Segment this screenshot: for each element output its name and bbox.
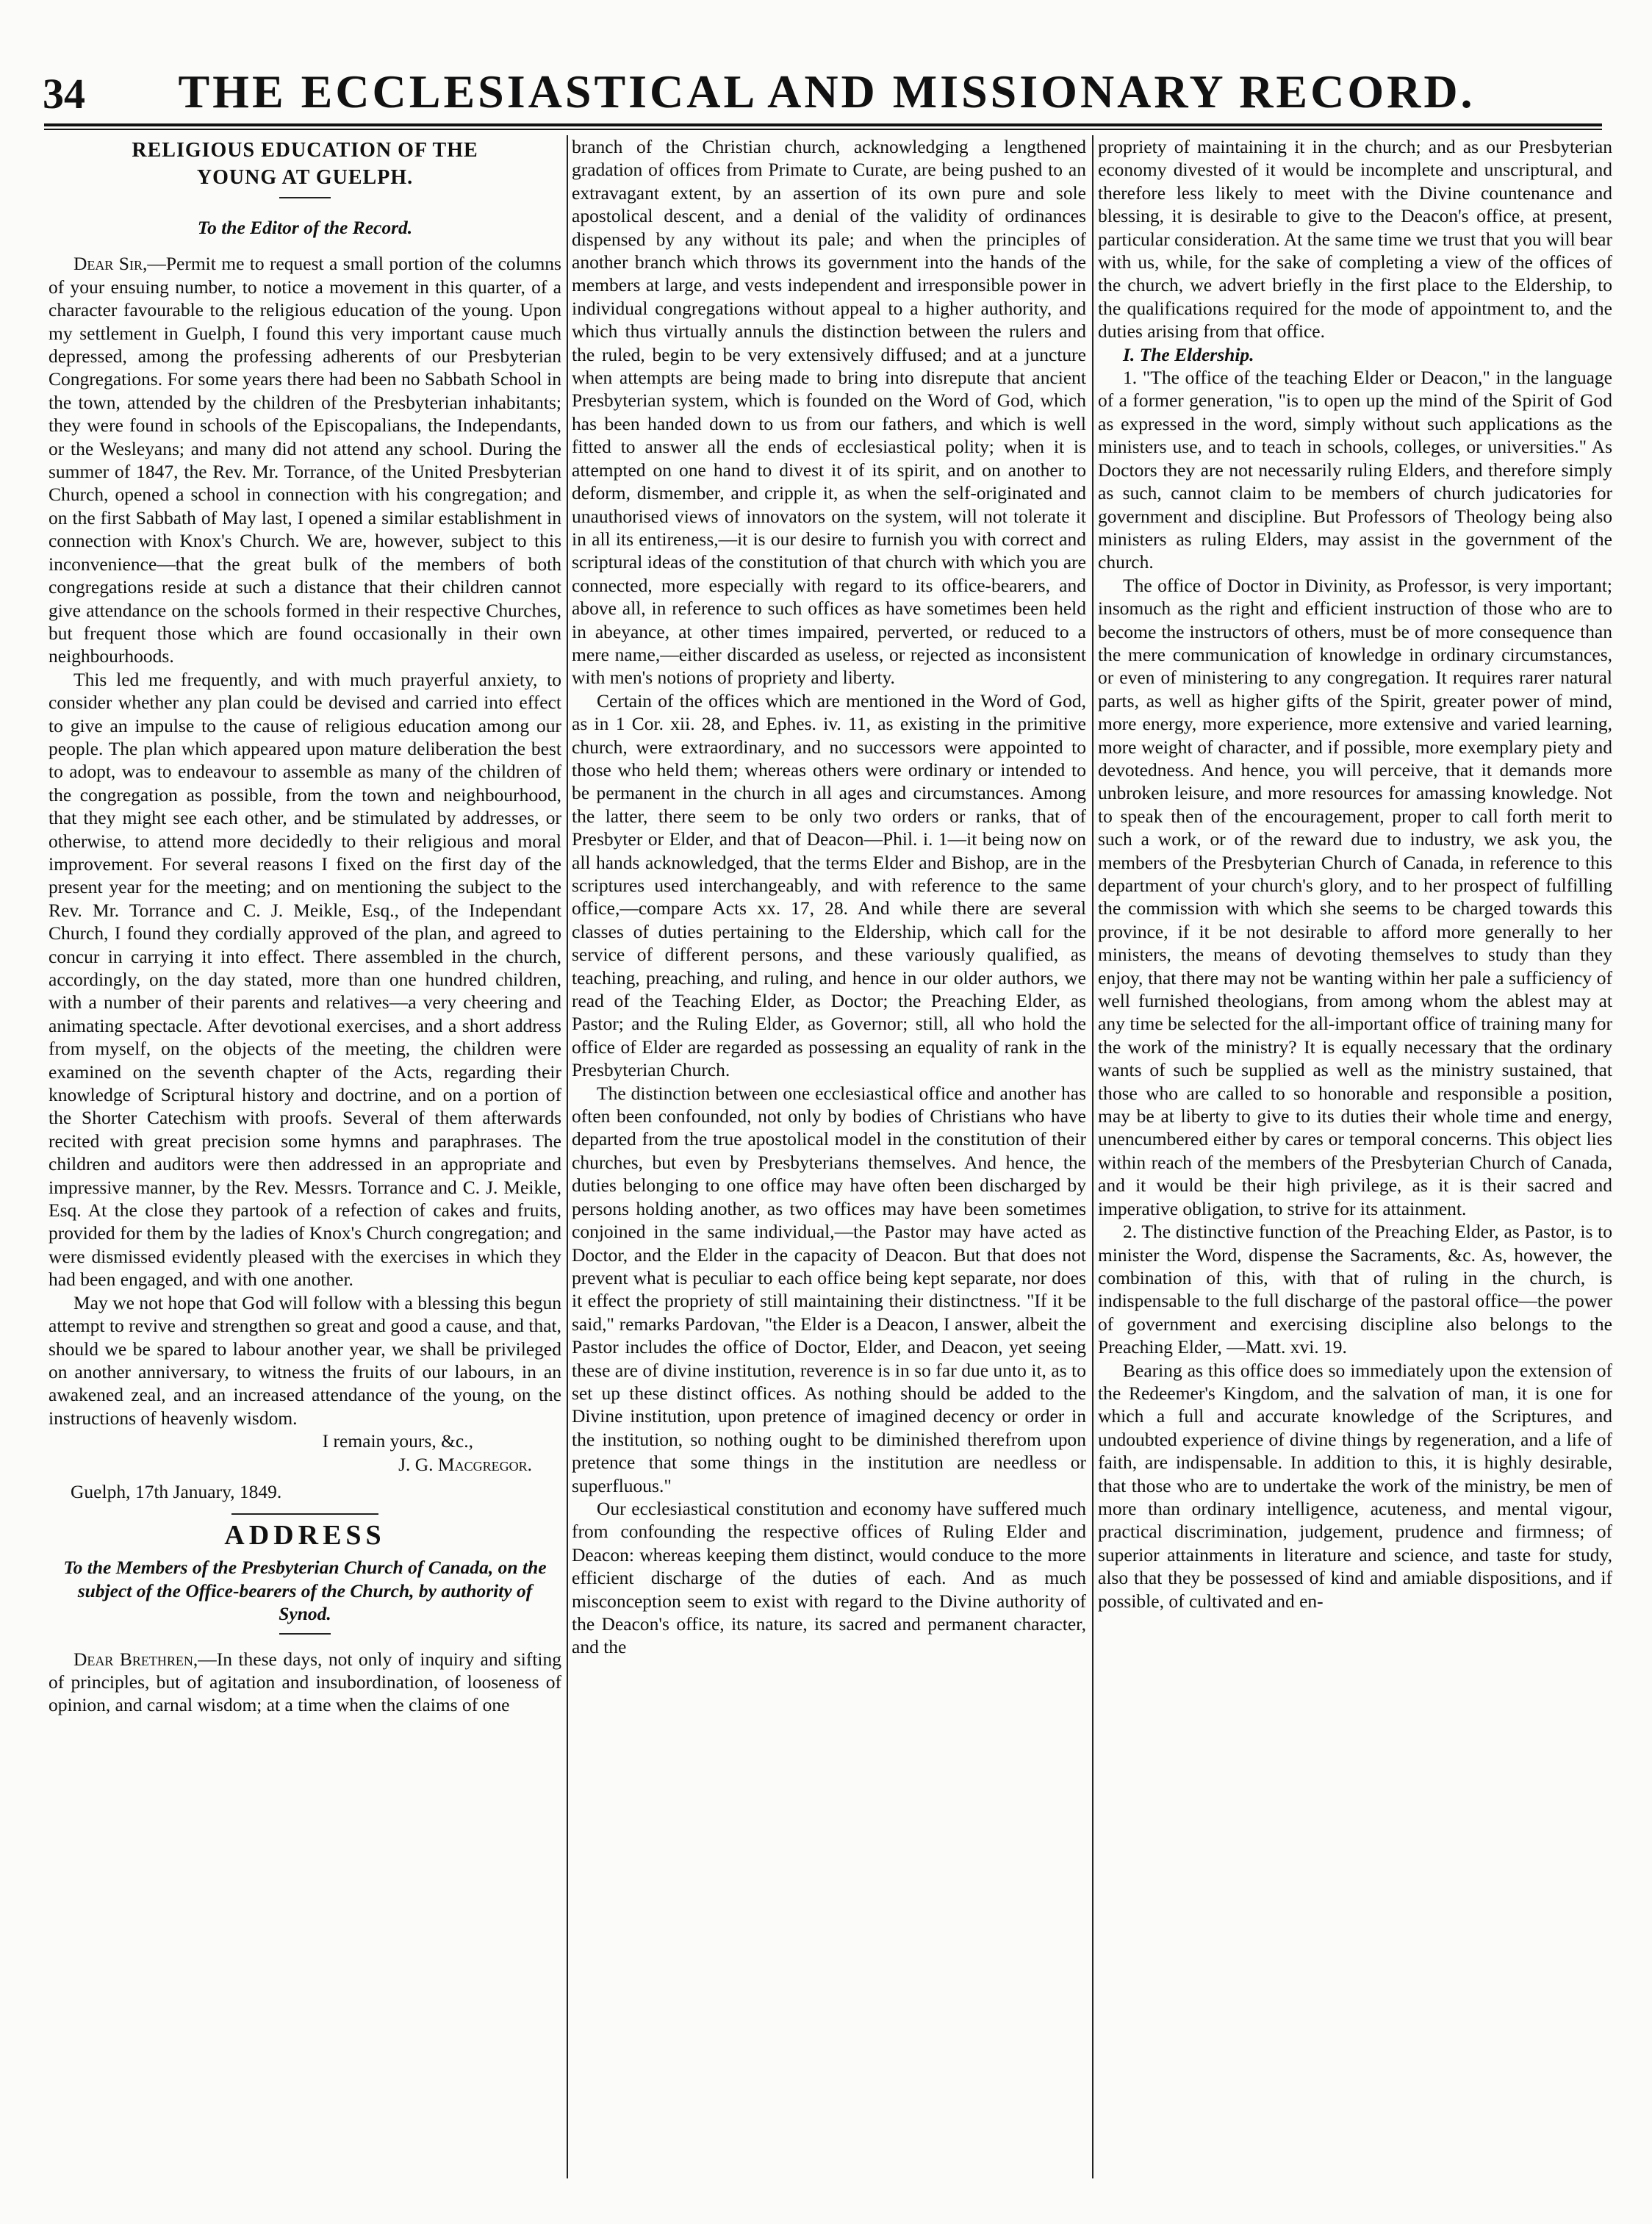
paragraph: Certain of the offices which are mentioned in the Word of God, as in 1 Cor. xii. 28, and Ephes. iv. 11, as existing in the primitive church, were extraordinary, and no successors were appointed to those who held them; whereas others were ordinary or intended to be permanent in the church in all ages and circumstances. Among the latter, there seem to be only two orders or ranks, that of Presbyter or Elder, and that of Deacon—Phil. i. 1—it being now on all hands acknowledged, that the terms Elder and Bishop, are in the scriptures used interchangeably, and with reference to the same office,—compare Acts xx. 17, 28. And while there are several classes of duties pertaining to the Eldership, which call for the service of different persons, and these variously qualified, as teaching, preaching, and ruling, and hence in our older authors, we read of the Teaching Elder, as Doctor; the Preaching Elder, as Pastor; and the Ruling Elder, as Governor; still, all who hold the office of Elder are regarded as possessing an equality of rank in the Presbyterian Church. [572,689,1086,1081]
address-salutation: Dear Brethren, [73,1648,198,1670]
signature: J. G. Macgregor. [398,1453,532,1475]
address-subtitle: To the Members of the Presbyterian Church of Canada, on the subject of the Office-bearers of the Church, by authority of Synod. [63,1557,547,1625]
closing-line: I remain yours, &c., [322,1430,473,1452]
heading-divider [279,197,331,198]
column-2 [572,135,1086,2178]
page-number: 34 [43,70,85,118]
paragraph: 1. "The office of the teaching Elder or Deacon," in the language of a former generation, "is to open up the mind of the Spirit of God as expressed in the word, simply without such applications as the ministers use, and to teach in schools, colleges, or universities." As Doctors they are not necessarily ruling Elders, and therefore simply as such, cannot claim to be members of church judicatories for government and discipline. But Professors of Theology being also ministers as ruling Elders, may assist in the government of the church. [1098,367,1612,573]
column-rule-1 [567,135,568,2178]
paragraph: propriety of maintaining it in the church; and as our Presbyterian economy divested of it would be incomplete and unscriptural, and therefore less likely to meet with the Divine countenance and blessing, it is desirable to give to the Deacon's office, at present, particular consideration. At the same time we trust that you will bear with us, while, for the sake of completing a view of the offices of the church, we advert briefly in the first place to the Eldership, to the qualifications required for the mode of appointment to, and the duties arising from that office. [1098,136,1612,342]
salutation: Dear Sir, [73,253,148,275]
paragraph [49,252,561,667]
section-divider [231,1513,378,1515]
masthead [29,65,1624,128]
paragraph: Our ecclesiastical constitution and economy have suffered much from confounding the respective offices of Ruling Elder and Deacon: whereas keeping them distinct, would conduce to the more efficient discharge of the duties of each. And as much misconception seem to exist with regard to the Divine authority of the Deacon's office, its nature, its sacred and permanent character, and the [572,1497,1086,1658]
paragraph [49,1648,561,1717]
article-heading-line1: RELIGIOUS EDUCATION OF THE [132,139,478,162]
paragraph: 2. The distinctive function of the Preaching Elder, as Pastor, is to minister the Word, dispense the Sacraments, &c. As, however, the combination of this, with that of ruling in the church, is indispensable to the full discharge of the pastoral office—the power of government and exercising discipline also belongs to the Preaching Elder, —Matt. xvi. 19. [1098,1221,1612,1358]
masthead-rule [44,123,1602,130]
paragraph: May we not hope that God will follow with a blessing this begun attempt to revive and strengthen so great and good a cause, and that, should we be spared to labour another year, we shall be privileged on another anniversary, to witness the fruits of our labours, in an awakened zeal, and an increased attendance of the young, on the instructions of heavenly wisdom. [49,1291,561,1429]
column-rule-2 [1092,135,1093,2178]
paragraph-text: —In these days, not only of inquiry and sifting of principles, but of agitation and insubordination, of looseness of opinion, and carnal wisdom; at a time when the claims of one [49,1648,561,1716]
paragraph: Bearing as this office does so immediately upon the extension of the Redeemer's Kingdom, and the salvation of man, it is one for which a full and accurate knowledge of the Scriptures, and undoubted experience of divine things by regeneration, and a life of faith, are indispensable. In addition to this, it is highly desirable, that those who are to undertake the work of the ministry, be men of more than ordinary intelligence, acuteness, and mental vigour, practical discrimination, judgement, prudence and firmness; of superior attainments in literature and science, and taste for study, also that they be possessed of kind and amiable dispositions, and if possible, of cultivated and en- [1098,1359,1612,1612]
running-title: THE ECCLESIASTICAL AND MISSIONARY RECORD. [178,65,1476,118]
dateline: Guelph, 17th January, 1849. [71,1480,282,1502]
to-editor-line: To the Editor of the Record. [197,217,413,238]
article-heading-line2: YOUNG AT GUELPH. [196,166,414,189]
column-3 [1098,135,1612,2178]
column-1 [49,135,561,2178]
paragraph: The office of Doctor in Divinity, as Professor, is very important; insomuch as the right and efficient instruction of those who are to become the instructors of others, must be of more consequence than the mere communication of knowledge in ordinary circumstances, or even of ministering to any congregation. It requires rarer natural parts, as well as higher gifts of the Spirit, greater power of mind, more energy, more experience, more extensive and varied learning, more weight of character, and if possible, more exemplary piety and devotedness. And hence, you will perceive, that it demands more unbroken leisure, and more resources for amassing knowledge. Not to speak then of the encouragement, proper to call forth merit to such a work, or of the reward due to industry, we ask you, the members of the Presbyterian Church of Canada, in reference to this department of your church's glory, and to her prospect of fulfilling the commission with which she seems to be charged towards this province, if it be not desirable to afford more generally to her ministers, the means of devoting themselves to study than they enjoy, that there may not be wanting within her pale a sufficiency of well furnished theologians, from among whom the ablest may at any time be selected for the all-important office of training many for the work of the ministry? It is equally necessary that the ordinary wants of such be supplied as well as the ministry sustained, that those who are called to so honorable and responsible a position, may be at liberty to give to its duties their whole time and energy, unencumbered either by cares or temporal concerns. This object lies within reach of the members of the Presbyterian Church of Canada, and it would be their high privilege, as it is their sacred and imperative obligation, to strive for its attainment. [1098,574,1612,1219]
paragraph: branch of the Christian church, acknowledging a lengthened gradation of offices from Primate to Curate, are being pushed to an extravagant extent, by an assertion of its own pure and sole apostolical descent, and a denial of the validity of ordinances dispensed by any without its pale; and when the principles of another branch which throws its government into the hands of the members at large, and vests independent and irresponsible power in individual congregations without appeal to a higher authority, and which thus virtually annuls the distinction between the rulers and the ruled, begin to be very extensively diffused; and at a juncture when attempts are being made to bring into disrepute that ancient Presbyterian system, which is founded on the Word of God, which has been handed down to us from our fathers, and which is well fitted to answer all the ends of ecclesiastical polity; when it is attempted on one hand to divest it of its spirit, and on another to deform, dismember, and cripple it, as when the self-originated and unauthorised views of innovators on the system, will not tolerate it in all its entireness,—it is our desire to furnish you with correct and scriptural ideas of the constitution of that church with which you are connected, more especially with regard to its office-bearers, and above all, in reference to such offices as have sometimes been held in abeyance, at other times impaired, perverted, or reduced to a mere name,—either discarded as useless, or rejected as inconsistent with men's notions of propriety and liberty. [572,136,1086,689]
section-heading-eldership: I. The Eldership. [1123,343,1254,365]
paragraph-text: —Permit me to request a small portion of the columns of your ensuing number, to notice a movement in this quarter, of a character favourable to the religious education of the young. Upon my settlement in Guelph, I found this very important cause much depressed, among the professing adherents of our Presbyterian Congregations. For some years there had been no Sabbath School in the town, attended by the children of the Presbyterian inhabitants; they were found in schools of the Episcopalians, the Independants, or the Wesleyans; and many did not attend any school. During the summer of 1847, the Rev. Mr. Torrance, of the United Presbyterian Church, opened a school in connection with his congregation; and on the first Sabbath of May last, I opened a similar establishment in connection with Knox's Church. We are, however, subject to this inconvenience—that the great bulk of the members of both congregations reside at such a distance that their children cannot give attendance on the schools formed in their respective Churches, but frequent those which are found occasionally in their own neighbourhoods. [49,253,561,667]
address-heading: ADDRESS [224,1520,386,1552]
paragraph: This led me frequently, and with much prayerful anxiety, to consider whether any plan could be devised and carried into effect to give an impulse to the cause of religious education among our people. The plan which appeared upon mature deliberation the best to adopt, was to endeavour to assemble as many of the children of the congregation as possible, from the town and neighbourhood, that they might see each other, and be stimulated by addresses, or otherwise, to attend more decidedly to their religious and moral improvement. For several reasons I fixed on the first day of the present year for the meeting; and on mentioning the subject to the Rev. Mr. Torrance and C. J. Meikle, Esq., of the Independant Church, I found they cordially approved of the plan, and agreed to concur in carrying it into effect. There assembled in the church, accordingly, on the day stated, more than one hundred children, with a number of their parents and relatives—a very cheering and animating spectacle. After devotional exercises, and a short address from myself, on the objects of the meeting, the children were examined on the seventh chapter of the Acts, regarding their knowledge of Scriptural history and doctrine, and on a portion of the Shorter Catechism with proofs. Several of them afterwards recited with great precision some hymns and paraphrases. The children and auditors were then addressed in an appropriate and impressive manner, by the Rev. Messrs. Torrance and C. J. Meikle, Esq. At the close they partook of a refection of cakes and fruits, provided for them by the ladies of Knox's Church congregation; and were dismissed evidently pleased with the exercises in which they had been engaged, and with one another. [49,668,561,1291]
paragraph: The distinction between one ecclesiastical office and another has often been confounded, not only by bodies of Christians who have departed from the true apostolical model in the constitution of their churches, but even by Presbyterians themselves. And hence, the duties belonging to one office may have often been discharged by persons holding another, as two offices may have been sometimes conjoined in the same individual,—the Pastor may have acted as Doctor, and the Elder in the capacity of Deacon. But that does not prevent what is peculiar to each office being kept separate, nor does it effect the propriety of still maintaining their distinctness. "If it be said," remarks Pardovan, "the Elder is a Deacon, I answer, albeit the Pastor includes the office of Doctor, Elder, and Deacon, yet seeing these are of divine institution, reverence is in so far due unto it, as to set up these distinct offices. As nothing should be added to the Divine institution, upon pretence of imagined decency or order in the institution, so nothing ought to be diminished therefrom upon pretence that some things in the institution are needless or superfluous." [572,1082,1086,1496]
subtitle-divider [279,1633,331,1635]
